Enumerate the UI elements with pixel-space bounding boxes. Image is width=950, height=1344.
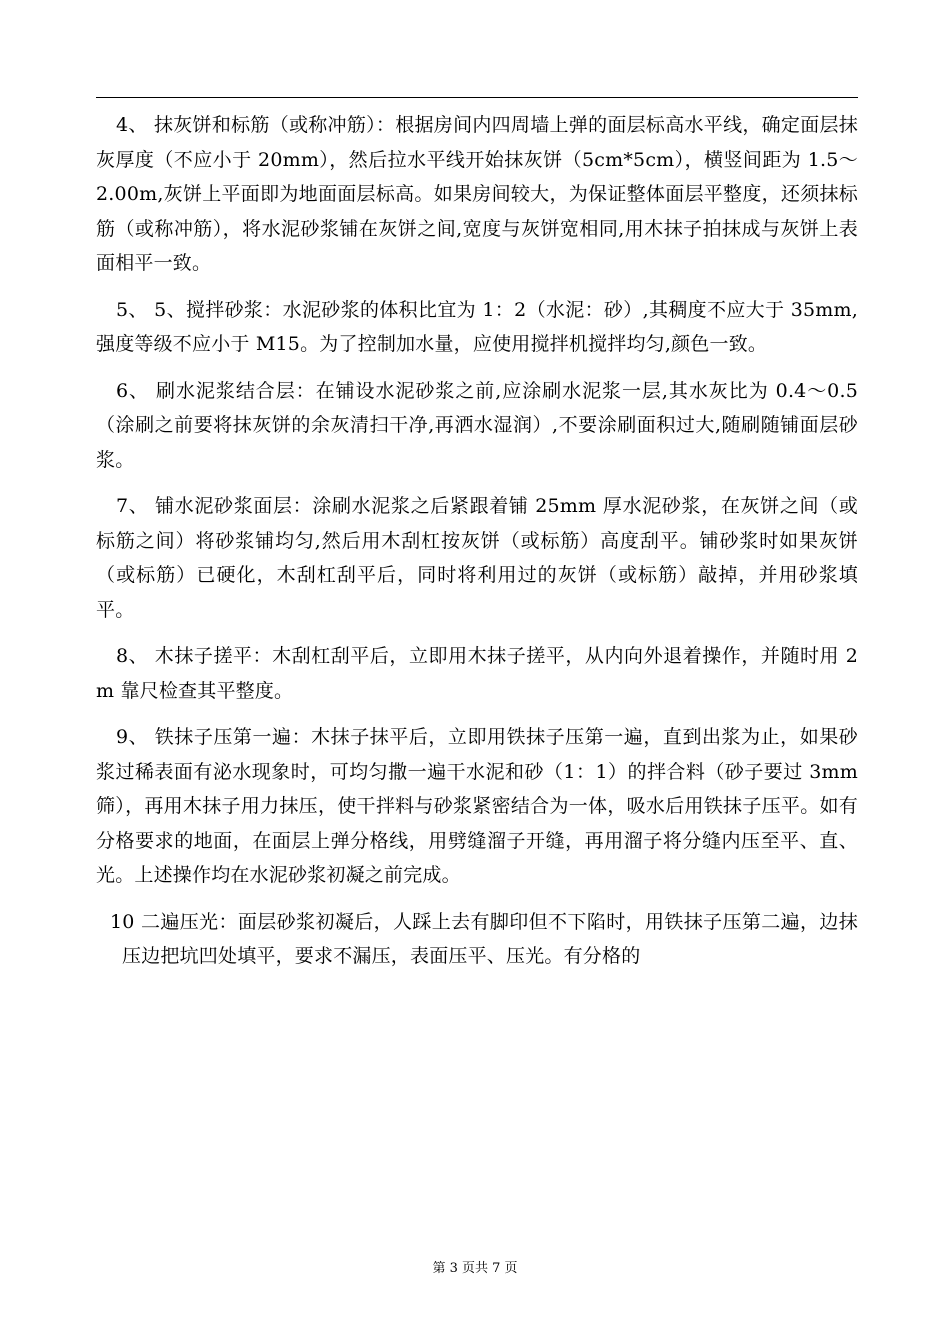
paragraph-step-6: 6、 刷水泥浆结合层：在铺设水泥砂浆之前,应涂刷水泥浆一层,其水灰比为 0.4～0.5（涂刷之前要将抹灰饼的余灰清扫干净,再洒水湿润）,不要涂刷面积过大,随刷随铺面层砂浆。 (96, 379, 858, 471)
paragraph-step-4: 4、 抹灰饼和标筋（或称冲筋）：根据房间内四周墙上弹的面层标高水平线，确定面层抹灰厚度（不应小于 20mm），然后拉水平线开始抹灰饼（5cm*5cm），横竖间距为 1.5～2.00m,灰饼上平面即为地面面层标高。如果房间较大，为保证整体面层平整度，还须抹标筋（或称冲筋），将水泥砂浆铺在灰饼之间,宽度与灰饼宽相同,用木抹子拍抹成与灰饼上表面相平一致。 (96, 114, 858, 274)
paragraph-step-9: 9、 铁抹子压第一遍：木抹子抹平后，立即用铁抹子压第一遍，直到出浆为止，如果砂浆过稀表面有泌水现象时，可均匀撒一遍干水泥和砂（1：1）的拌合料（砂子要过 3mm 筛），再用木抹子用力抹压，使干拌料与砂浆紧密结合为一体，吸水后用铁抹子压平。如有分格要求的地面，在面层上弹分格线，用劈缝溜子开缝，再用溜子将分缝内压至平、直、光。上述操作均在水泥砂浆初凝之前完成。 (96, 726, 858, 886)
page-footer: 第 3 页共 7 页 (432, 1261, 518, 1276)
header-rule (96, 97, 858, 98)
paragraph-step-10: 10 二遍压光：面层砂浆初凝后，人踩上去有脚印但不下陷时，用铁抹子压第二遍，边抹压边把坑凹处填平，要求不漏压，表面压平、压光。有分格的 (110, 910, 858, 967)
paragraph-step-5: 5、 5、搅拌砂浆：水泥砂浆的体积比宜为 1：2（水泥：砂）,其稠度不应大于 35mm,强度等级不应小于 M15。为了控制加水量，应使用搅拌机搅拌均匀,颜色一致。 (96, 298, 858, 355)
paragraph-step-8: 8、 木抹子搓平：木刮杠刮平后，立即用木抹子搓平，从内向外退着操作，并随时用 2m 靠尺检查其平整度。 (96, 645, 858, 702)
paragraph-step-7: 7、 铺水泥砂浆面层：涂刷水泥浆之后紧跟着铺 25mm 厚水泥砂浆，在灰饼之间（或标筋之间）将砂浆铺均匀,然后用木刮杠按灰饼（或标筋）高度刮平。铺砂浆时如果灰饼（或标筋）已硬化，木刮杠刮平后，同时将利用过的灰饼（或标筋）敲掉，并用砂浆填平。 (96, 495, 858, 621)
document-body (96, 108, 858, 974)
